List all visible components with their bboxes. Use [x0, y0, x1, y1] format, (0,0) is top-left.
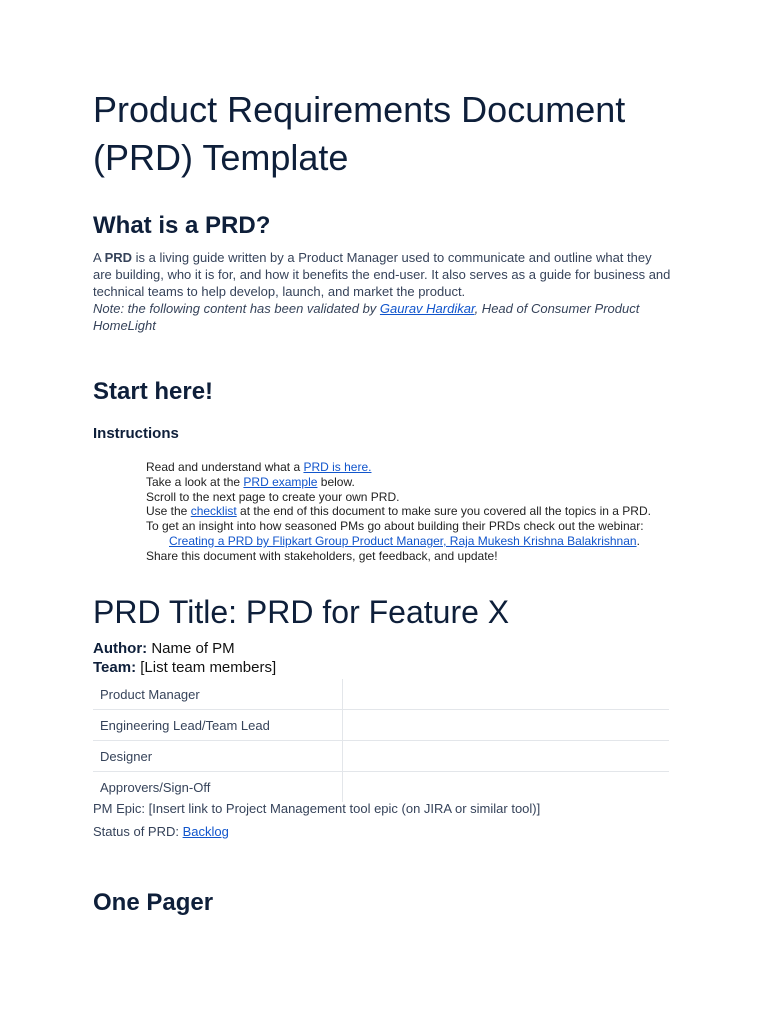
- section-heading-what-is-prd: What is a PRD?: [93, 212, 271, 239]
- backlog-status-link[interactable]: Backlog: [182, 824, 229, 839]
- team-member-cell[interactable]: [343, 710, 670, 741]
- instruction-text: at the end of this document to make sure you covered all the topics in a PRD.: [236, 504, 651, 519]
- instruction-text: .: [636, 533, 640, 548]
- note-prefix: Note: the following content has been validated by: [93, 301, 380, 316]
- team-table: [93, 679, 669, 802]
- intro-bold-prd: PRD: [104, 250, 133, 265]
- instruction-item: [146, 475, 671, 490]
- prd-is-here-link[interactable]: PRD is here.: [303, 460, 372, 474]
- team-role-cell: Approvers/Sign-Off: [93, 772, 343, 803]
- instruction-text: Share this document with stakeholders, get feedback, and update!: [146, 548, 498, 563]
- team-value: [List team members]: [136, 659, 277, 676]
- prd-definition-paragraph: [93, 249, 673, 300]
- instruction-item: [146, 549, 671, 564]
- prd-title: PRD Title: PRD for Feature X: [93, 594, 510, 630]
- team-role-cell: Designer: [93, 741, 343, 772]
- instruction-text: Take a look at the: [146, 474, 244, 489]
- table-row: [93, 772, 669, 803]
- team-line: [93, 658, 276, 677]
- team-role-cell: Engineering Lead/Team Lead: [93, 710, 343, 741]
- instruction-text: Read and understand what a: [146, 460, 304, 474]
- team-label: Team:: [93, 659, 137, 676]
- intro-lead: A: [93, 250, 105, 265]
- gaurav-hardikar-link[interactable]: Gaurav Hardikar: [379, 301, 475, 316]
- intro-text: is a living guide written by a Product Manager used to communicate and outline what they are building, who it is for, and how it benefits the end-user. It also serves as a guide for business and technical teams to help develop, launch, and market the product.: [93, 250, 671, 299]
- author-line: [93, 639, 235, 658]
- pm-epic-line: PM Epic: [Insert link to Project Management tool epic (on JIRA or similar tool)]: [93, 801, 541, 816]
- team-member-cell[interactable]: [343, 772, 670, 803]
- page-title: Product Requirements Document (PRD) Template: [93, 89, 626, 178]
- instruction-text: Scroll to the next page to create your own PRD.: [146, 489, 400, 504]
- instruction-text: Use the: [146, 504, 191, 519]
- instruction-item: [146, 490, 671, 505]
- status-label: Status of PRD:: [93, 824, 183, 839]
- team-member-cell[interactable]: [343, 679, 670, 710]
- table-row: [93, 710, 669, 741]
- webinar-link[interactable]: Creating a PRD by Flipkart Group Product Manager, Raja Mukesh Krishna Balakrishnan: [169, 533, 637, 548]
- status-line: [93, 823, 229, 840]
- instruction-item: [146, 519, 671, 549]
- checklist-link[interactable]: checklist: [190, 504, 237, 519]
- team-member-cell[interactable]: [343, 741, 670, 772]
- section-heading-one-pager: One Pager: [93, 889, 214, 916]
- note-suffix: , Head of Consumer Product HomeLight: [93, 301, 640, 333]
- table-row: [93, 741, 669, 772]
- prd-example-link[interactable]: PRD example: [243, 474, 318, 489]
- table-row: [93, 679, 669, 710]
- author-label: Author:: [93, 640, 148, 657]
- instruction-item: [146, 504, 671, 519]
- validation-note: [93, 300, 673, 334]
- section-heading-start-here: Start here!: [93, 378, 214, 405]
- instruction-text: To get an insight into how seasoned PMs go about building their PRDs check out the webinar:: [146, 519, 644, 534]
- instruction-item: [146, 460, 671, 475]
- instruction-text: below.: [317, 474, 355, 489]
- team-role-cell: Product Manager: [93, 679, 343, 710]
- instructions-heading: Instructions: [93, 425, 179, 442]
- instructions-list: [146, 460, 671, 564]
- author-value: Name of PM: [147, 640, 235, 657]
